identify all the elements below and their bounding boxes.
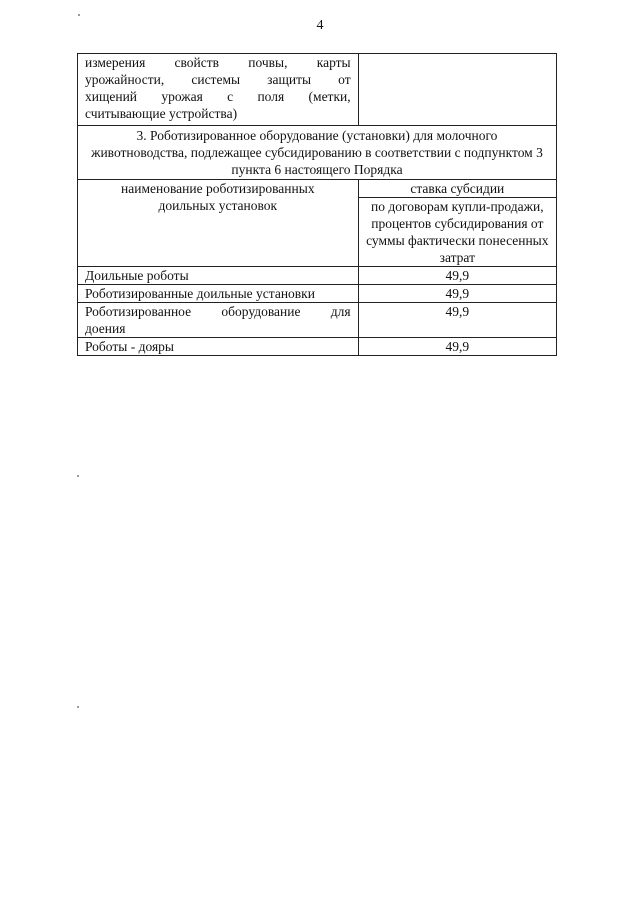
- subsidy-table: [77, 53, 557, 356]
- section-heading-row: [78, 126, 557, 180]
- row-rate: 49,9: [358, 267, 556, 285]
- table-row: [78, 285, 557, 303]
- row-name: Доильные роботы: [78, 267, 359, 285]
- row-name: Роботизированные доильные установки: [78, 285, 359, 303]
- header-rate-col: ставка субсидии: [358, 180, 556, 198]
- continued-line-3: хищений урожая с поля (метки,: [85, 89, 351, 104]
- header-name-col: наименование роботизированных доильных установок: [78, 180, 359, 267]
- row-name: [78, 303, 359, 338]
- table-row: [78, 338, 557, 356]
- table-row: [78, 267, 557, 285]
- section-heading: 3. Роботизированное оборудование (установки) для молочного животноводства, подлежащее субсидированию в соответствии с подпунктом 3 пункта 6 настоящего Порядка: [78, 126, 557, 180]
- continued-row: [78, 54, 557, 126]
- continued-cell: [78, 54, 359, 126]
- scan-speck: [78, 14, 80, 16]
- row-rate: 49,9: [358, 285, 556, 303]
- continued-rate-cell: [358, 54, 556, 126]
- continued-line-2: урожайности, системы защиты от: [85, 72, 351, 87]
- row-rate: 49,9: [358, 338, 556, 356]
- continued-line-4: считывающие устройства): [85, 106, 238, 121]
- continued-line-1: измерения свойств почвы, карты: [85, 55, 351, 70]
- header-row-1: [78, 180, 557, 198]
- row-rate: 49,9: [358, 303, 556, 338]
- row-name-line-1: Роботизированное оборудование для: [85, 304, 351, 319]
- header-rate-sub: по договорам купли-продажи, процентов субсидирования от суммы фактически понесенных затрат: [358, 198, 556, 267]
- scan-speck: [77, 475, 79, 477]
- row-name-line-2: доения: [85, 321, 126, 336]
- scan-speck: [77, 706, 79, 708]
- table-row: [78, 303, 557, 338]
- row-name: Роботы - дояры: [78, 338, 359, 356]
- page-number: 4: [316, 18, 324, 33]
